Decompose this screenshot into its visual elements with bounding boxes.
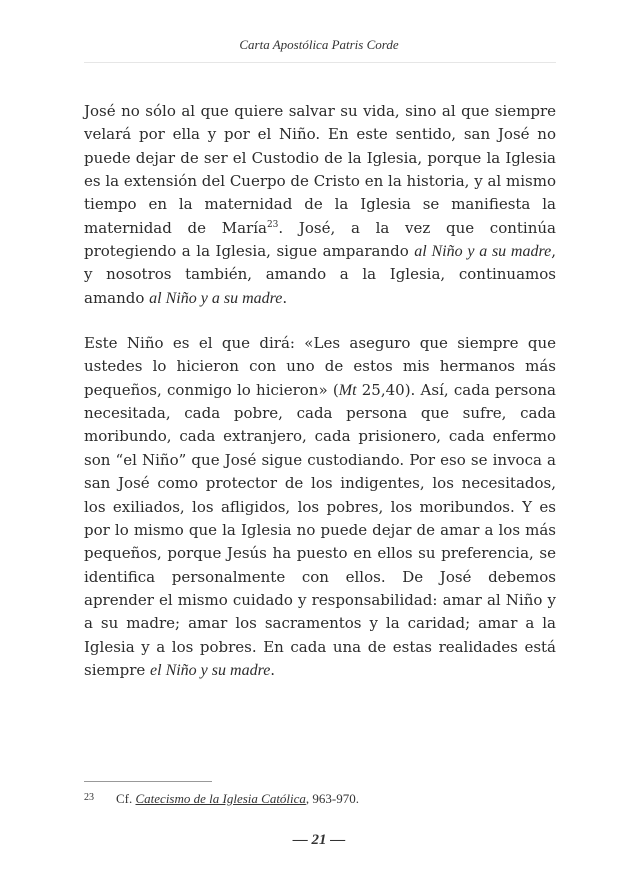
footnote-reference[interactable]: 23 (266, 219, 279, 230)
running-header: Carta Apostólica Patris Corde (239, 37, 399, 52)
footnote-number: 23 (84, 792, 94, 803)
p1-text-2: . José, a la vez que continúa protegiendo a la Iglesia, sigue amparando (84, 218, 556, 261)
paragraph-2 (84, 332, 556, 682)
p1-text-4: . (282, 288, 288, 307)
p2-text-1: Este Niño es el que dirá: «Les aseguro que siempre que ustedes lo hicieron con uno de estos mis hermanos más pequeños, conmigo lo hicieron» ( (84, 334, 556, 399)
p1-italic-1: al Niño y a su madre (414, 243, 552, 261)
p2-italic-2: el Niño y su madre (150, 661, 271, 679)
footnote (84, 791, 556, 807)
p2-text-2: 25,40). Así, cada persona necesitada, cada pobre, cada persona que sufre, cada moribundo, cada extranjero, cada prisionero, cada enfermo son “el Niño” que José sigue custodiando. Por eso se invoca a san José como protector de los indigentes, los necesitados, los exiliados, los afligidos, los pobres, los moribundos. Y es por lo mismo que la Iglesia no puede dejar de amar a los más pequeños, porque Jesús ha puesto en ellos su preferencia, se identifica personalmente con ellos. De José debemos aprender el mismo cuidado y responsabilidad: amar al Niño y a su madre; amar los sacramentos y la caridad; amar a la Iglesia y a los pobres. En cada una de estas realidades está siempre (84, 380, 556, 679)
footnote-divider (84, 781, 212, 782)
header-divider (84, 62, 556, 63)
footnote-title-link[interactable]: Catecismo de la Iglesia Católica (135, 791, 306, 806)
p2-italic-1: Mt (338, 381, 357, 399)
p1-text-1: José no sólo al que quiere salvar su vida, sino al que siempre velará por ella y por el Niño. En este sentido, san José no puede dejar de ser el Custodio de la Iglesia, porque la Iglesia es la extensión del Cuerpo de Cristo en la historia, y al mismo tiempo en la maternidad de la Iglesia se manifiesta la maternidad de María (84, 102, 556, 237)
paragraph-1 (84, 100, 556, 310)
main-text (84, 100, 556, 682)
p2-text-3: . (270, 660, 276, 679)
p1-italic-2: al Niño y a su madre (149, 289, 283, 307)
p1-text-3: , y nosotros también, amando a la Iglesia, continuamos amando (84, 242, 556, 307)
footnote-suffix: , 963-970. (305, 791, 360, 806)
footnote-prefix: Cf. (116, 791, 136, 806)
page-number: — 21 — (292, 832, 346, 848)
